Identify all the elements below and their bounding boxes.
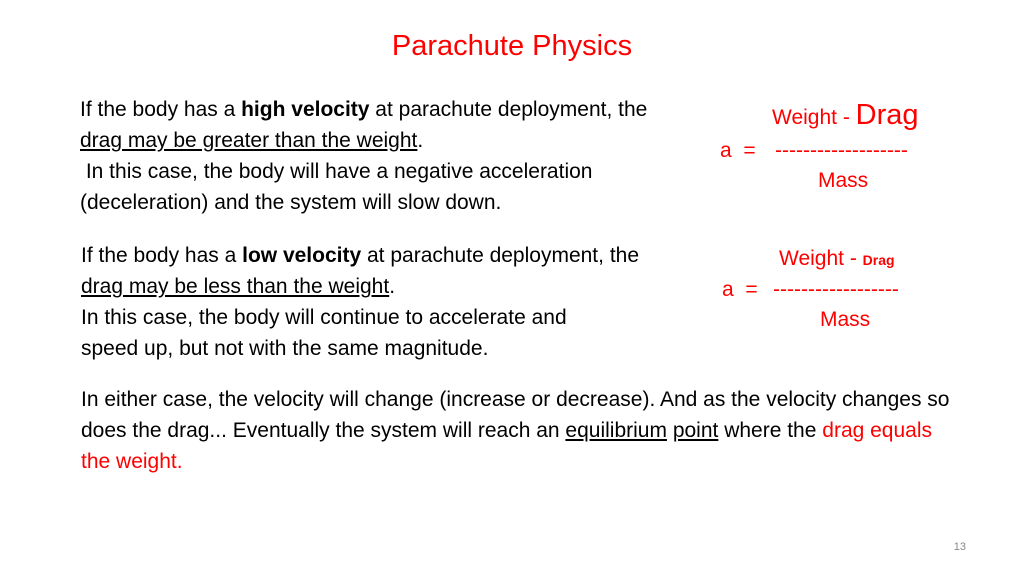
equation1-denominator: Mass	[818, 169, 869, 192]
weight-term: Weight -	[772, 106, 856, 129]
equation2-a-equals: a =	[722, 278, 758, 301]
text: In either case, the velocity will change (increase or decrease). And as the velocity changes so does the drag... Eventually the system will reach an	[81, 388, 950, 442]
bold-text: high velocity	[241, 98, 370, 121]
text: at parachute deployment, the	[361, 244, 640, 267]
text: where the	[718, 419, 823, 442]
equation2-denominator: Mass	[820, 308, 871, 331]
drag-term: Drag	[862, 252, 895, 268]
equation1-numerator	[772, 100, 919, 133]
paragraph-equilibrium	[81, 384, 961, 477]
text: In this case, the body will have a negative acceleration	[80, 160, 593, 183]
equation2-numerator	[779, 243, 895, 276]
weight-term: Weight -	[779, 247, 863, 270]
equation2-fraction-bar: ------------------	[773, 278, 899, 301]
bold-text: low velocity	[242, 244, 362, 267]
equation1-a-equals: a =	[720, 139, 756, 162]
underlined-text: drag may be greater than the weight	[80, 129, 418, 152]
highlighted-text: drag equals the weight.	[81, 419, 933, 473]
underlined-text: drag may be less than the weight	[81, 275, 390, 298]
underlined-text: point	[672, 419, 719, 442]
text: .	[389, 275, 396, 298]
text: If the body has a	[81, 244, 243, 267]
underlined-text: equilibrium	[565, 419, 667, 442]
drag-term: Drag	[855, 99, 919, 131]
paragraph-low-velocity	[81, 240, 681, 364]
text: .	[417, 129, 424, 152]
paragraph-high-velocity	[80, 94, 680, 218]
equation1-fraction-bar: -------------------	[775, 139, 908, 162]
text: In this case, the body will continue to accelerate and	[81, 306, 567, 329]
text: speed up, but not with the same magnitude.	[81, 337, 489, 360]
text: If the body has a	[80, 98, 242, 121]
slide-title: Parachute Physics	[391, 30, 633, 62]
text: at parachute deployment, the	[369, 98, 648, 121]
page-number: 13	[953, 541, 966, 553]
text: (deceleration) and the system will slow down.	[80, 191, 502, 214]
